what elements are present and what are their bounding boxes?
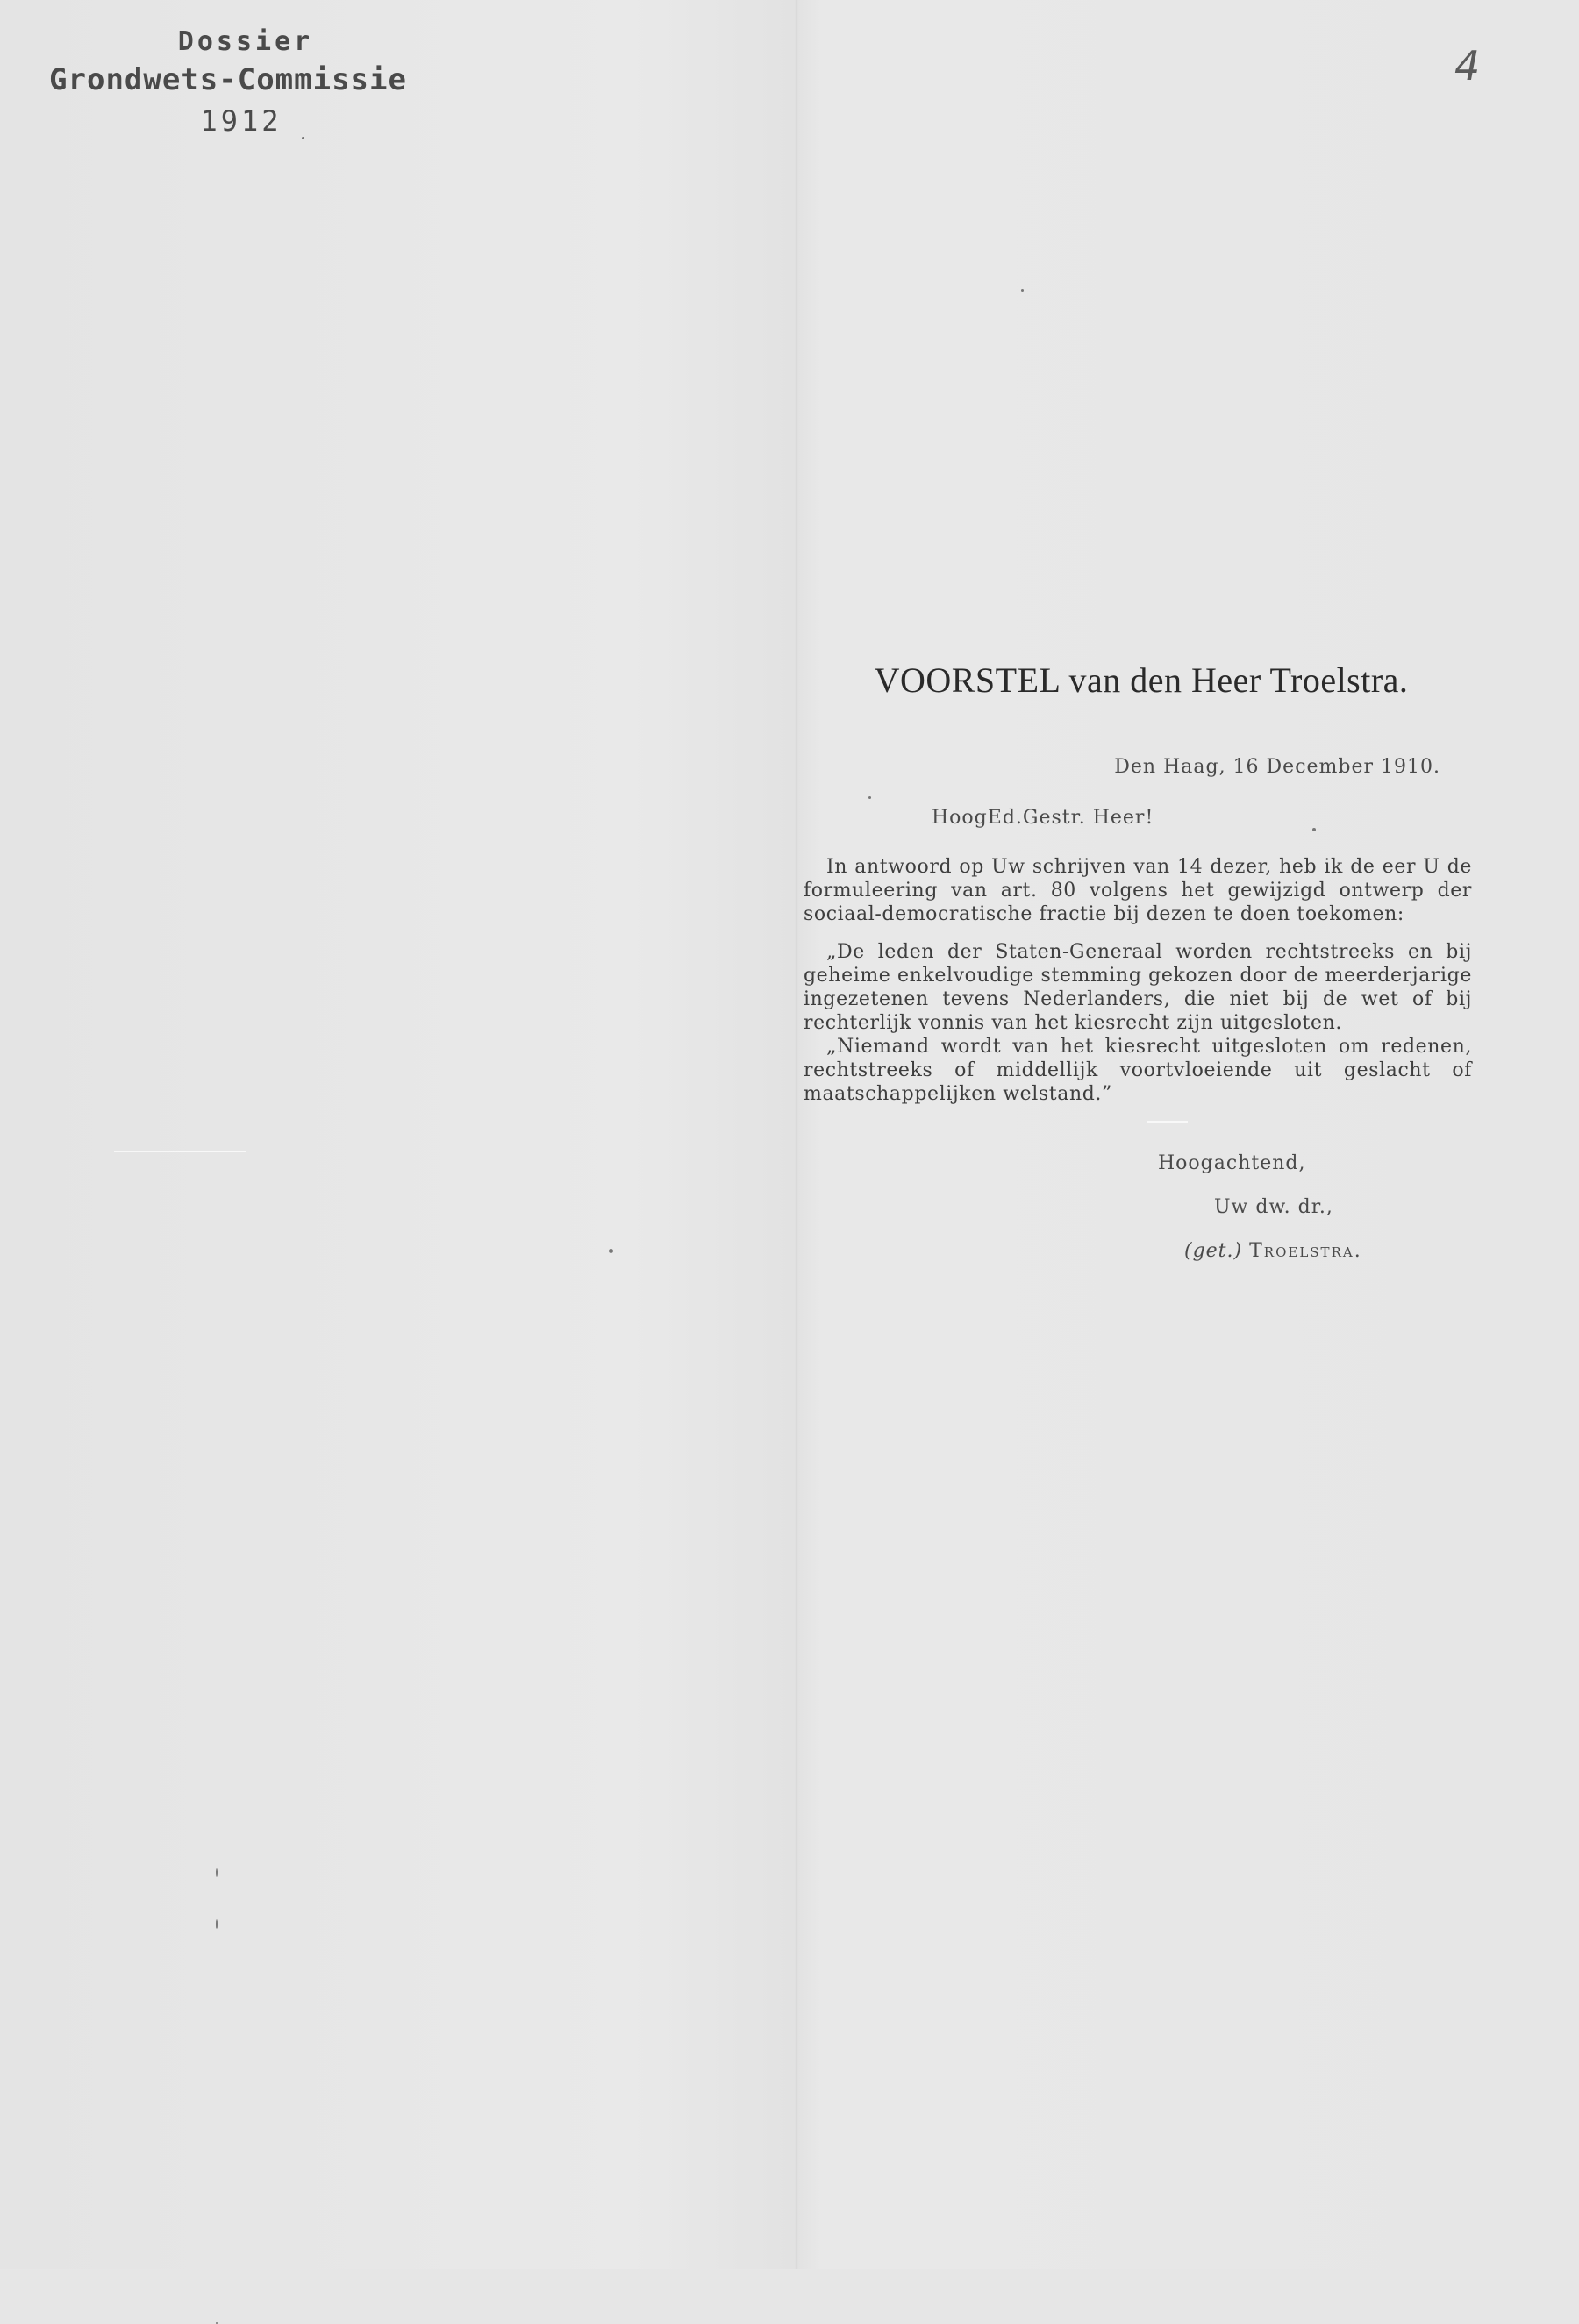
paper-streak — [114, 1151, 246, 1152]
archive-stamp — [35, 26, 421, 138]
stamp-line-dossier: Dossier — [177, 26, 314, 57]
signature-line — [1184, 1230, 1362, 1273]
stamp-line-year: 1912 — [200, 104, 282, 138]
paper-streak — [1147, 1121, 1188, 1123]
paper-speck — [216, 1919, 218, 1929]
page-fold — [795, 0, 798, 2269]
letter-closing — [1158, 1142, 1362, 1273]
paper-speck — [302, 137, 304, 139]
paragraph-article-quote-1: „De leden der Staten-Generaal worden rechtstreeks en bij geheime enkelvoudige stemming gekozen door de meerderjarige ingezetenen tevens Nederlanders, die niet bij de wet of bij rechterlijk vonnis van het kiesrecht zijn uitgesloten. — [804, 941, 1472, 1034]
salutation: HoogEd.Gestr. Heer! — [932, 807, 1154, 829]
handwritten-page-number: 4 — [1454, 42, 1481, 89]
closing-greeting: Hoogachtend, — [1158, 1152, 1306, 1174]
stamp-line-commission: Grondwets-Commissie — [49, 62, 407, 97]
paragraph-intro: In antwoord op Uw schrijven van 14 dezer, heb ik de eer U de formuleering van art. 80 volgens het gewijzigd ontwerp der sociaal-democratische fractie bij dezen te doen toekomen: — [804, 856, 1472, 925]
paper-speck — [1312, 828, 1316, 831]
paper-speck — [868, 796, 871, 799]
signer-name: Troelstra. — [1249, 1240, 1362, 1262]
signed-prefix: (get.) — [1184, 1240, 1243, 1262]
paragraph-article-quote-2: „Niemand wordt van het kiesrecht uitgesloten om redenen, rechtstreeks of middellijk voortvloeiende uit geslacht of maatschappelijken welstand.” — [804, 1036, 1472, 1105]
closing-title: Uw dw. dr., — [1214, 1196, 1333, 1218]
paper-speck — [609, 1249, 613, 1253]
dateline: Den Haag, 16 December 1910. — [1114, 756, 1440, 778]
paper-speck — [1021, 289, 1024, 292]
letter-body — [804, 855, 1472, 1106]
document-title: VOORSTEL van den Heer Troelstra. — [874, 660, 1409, 700]
paper-speck — [216, 1868, 218, 1877]
